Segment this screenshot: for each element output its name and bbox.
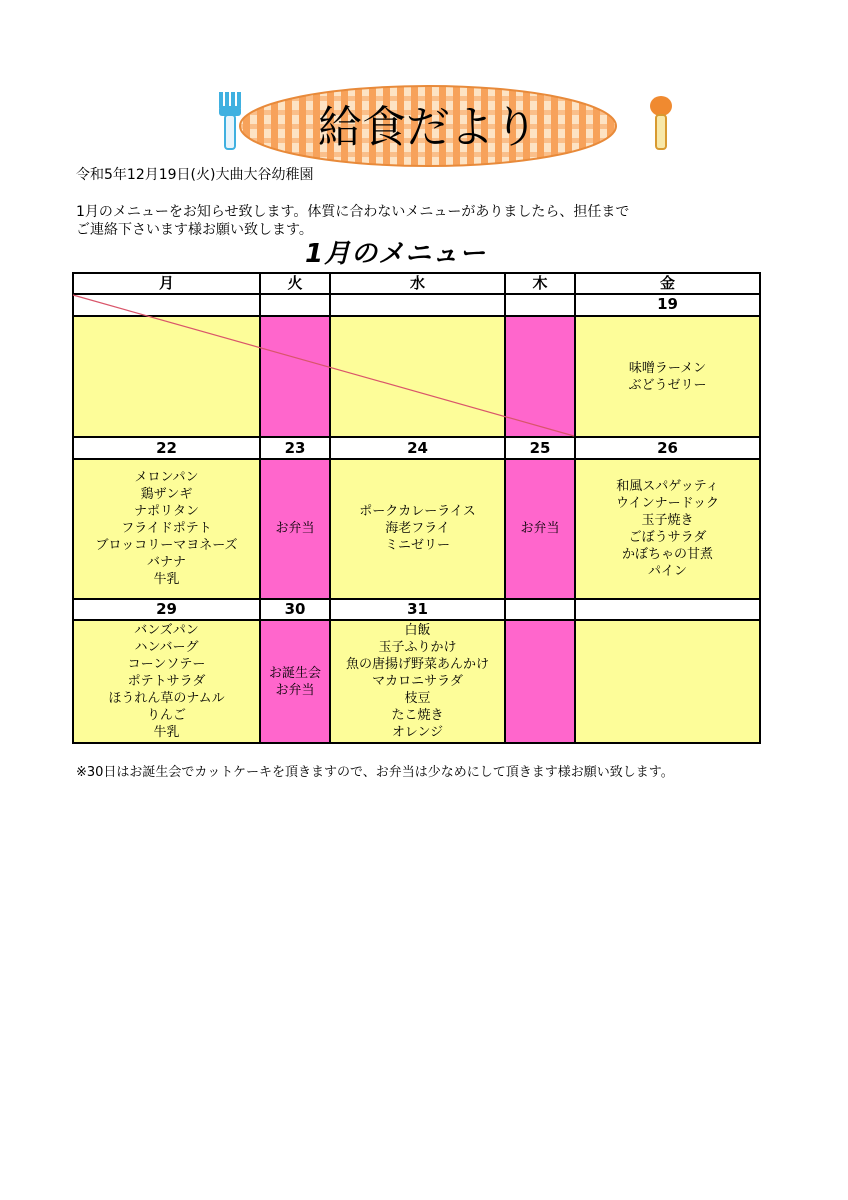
menu-item: 玉子焼き [641,512,694,528]
banner [215,82,675,170]
week-3-dates [73,599,760,620]
menu-item: フライドポテト [121,521,212,537]
weekday-mon: 月 [73,273,260,294]
date-cell [575,599,760,620]
date-cell [505,599,575,620]
date-cell: 23 [260,437,330,458]
menu-item: 鶏ザンギ [140,487,193,503]
date-cell: 26 [575,437,760,458]
menu-item: お弁当 [520,521,560,537]
menu-cell [575,620,760,743]
calendar-table [72,272,761,744]
menu-cell [330,316,505,438]
menu-cell [505,620,575,743]
date-cell: 22 [73,437,260,458]
date-cell [73,294,260,315]
menu-item: ブロッコリーマヨネーズ [95,538,238,554]
menu-cell [73,620,260,743]
week-2-dates [73,437,760,458]
menu-item: 枝豆 [404,691,431,707]
menu-item: りんご [146,708,186,724]
menu-item: バンズパン [134,623,199,639]
menu-item: かぼちゃの甘煮 [621,546,713,562]
menu-cell [330,620,505,743]
menu-item: マカロニサラダ [372,674,463,690]
date-cell [505,294,575,315]
menu-item: お弁当 [275,682,315,698]
menu-item: ハンバーグ [134,640,199,656]
week-1-menus [73,316,760,438]
date-cell: 30 [260,599,330,620]
menu-item: たこ焼き [391,708,444,724]
menu-item: ほうれん草のナムル [108,691,225,707]
menu-item: ウインナードック [615,495,720,511]
intro-line-2: ご連絡下さいます様お願い致します。 [76,222,313,238]
menu-item: お弁当 [275,521,315,537]
date-cell [330,294,505,315]
menu-title: 1月のメニュー [305,239,487,269]
menu-item: メロンパン [134,470,199,486]
week-2-menus [73,459,760,599]
menu-item: 魚の唐揚げ野菜あんかけ [345,657,489,673]
week-1-dates [73,294,760,315]
banner-title: 給食だより [318,102,538,153]
fork-icon [219,92,241,149]
date-cell: 24 [330,437,505,458]
weekday-wed: 水 [330,273,505,294]
menu-cell [330,459,505,599]
menu-cell [260,620,330,743]
menu-item: ポークカレーライス [359,504,476,520]
menu-cell [575,316,760,438]
weekday-header-row [73,273,760,294]
menu-item: ポテトサラダ [127,674,206,690]
menu-cell [73,459,260,599]
menu-item: ミニゼリー [384,538,450,554]
date-line: 令和5年12月19日(火)大曲大谷幼稚園 [76,167,314,183]
menu-cell [505,316,575,438]
menu-item: オレンジ [391,725,444,741]
menu-item: ナポリタン [133,504,199,520]
menu-calendar [72,272,759,744]
menu-cell [260,316,330,438]
menu-item: 白飯 [404,623,431,639]
menu-cell [505,459,575,599]
weekday-thu: 木 [505,273,575,294]
menu-item: ぶどうゼリー [628,377,707,393]
date-cell: 31 [330,599,505,620]
date-cell: 19 [575,294,760,315]
intro-line-1: 1月のメニューをお知らせ致します。体質に合わないメニューがありましたら、担任まで [76,204,630,220]
menu-cell [575,459,760,599]
menu-item: コーンソテー [127,657,206,673]
weekday-fri: 金 [575,273,760,294]
menu-item: お誕生会 [268,665,321,681]
menu-cell [260,459,330,599]
menu-item: 牛乳 [153,572,180,588]
spoon-icon [650,96,672,149]
week-3-menus [73,620,760,743]
menu-item: 牛乳 [153,725,180,741]
date-cell: 25 [505,437,575,458]
menu-item: 味噌ラーメン [628,360,707,376]
date-cell [260,294,330,315]
weekday-tue: 火 [260,273,330,294]
date-cell: 29 [73,599,260,620]
footer-note: ※30日はお誕生会でカットケーキを頂きますので、お弁当は少なめにして頂きます様お願い致します。 [76,765,674,780]
menu-item: 和風スパゲッティ [616,478,719,494]
menu-cell [73,316,260,438]
menu-item: 玉子ふりかけ [378,640,457,656]
menu-item: パイン [647,563,687,579]
menu-item: 海老フライ [385,521,450,537]
menu-item: バナナ [146,555,186,571]
menu-item: ごぼうサラダ [628,529,707,545]
